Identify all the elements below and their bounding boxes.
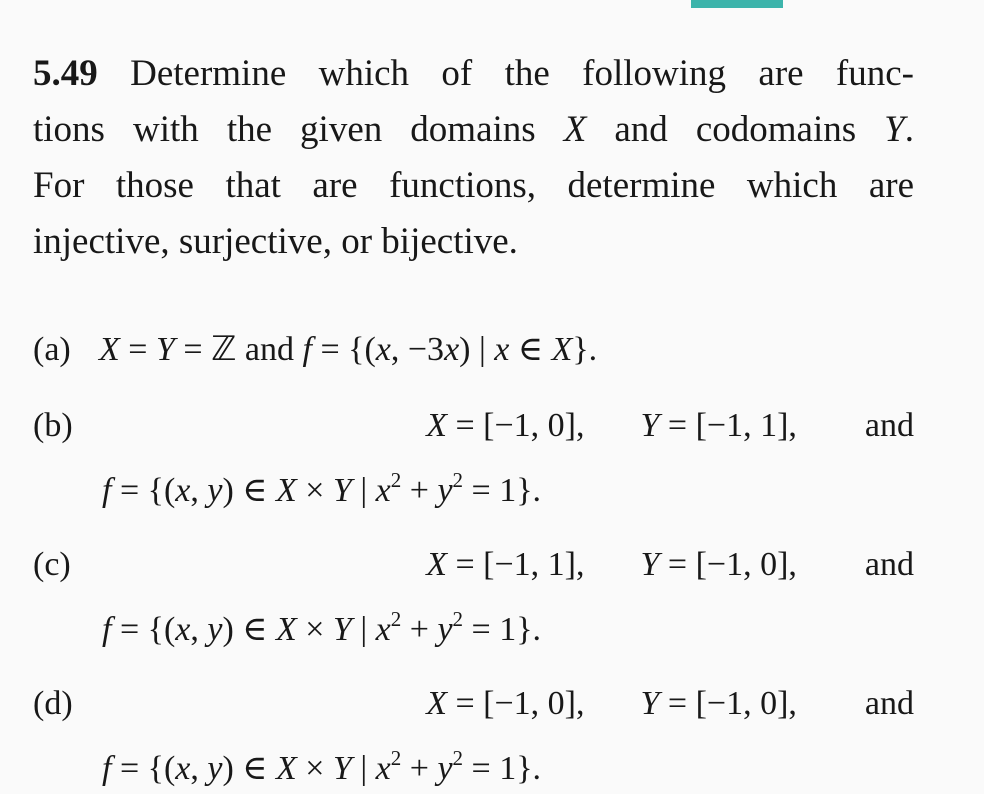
- item-a-equation: X = Y = ℤ and f = {(x, −3x) | x ∈ X}.: [99, 329, 598, 369]
- problem-item-d: [33, 679, 914, 794]
- item-c-label: (c): [33, 546, 71, 583]
- item-c-domains-row: [33, 540, 914, 590]
- item-c-function-def: f = {(x, y) ∈ X × Y | $x^2 + y^2 = 1$}.: [102, 607, 542, 648]
- item-c-codomain-y: Y = [−1, 0],: [640, 546, 797, 583]
- top-accent-bar: [691, 0, 783, 8]
- item-b-function-def: f = {(x, y) ∈ X × Y | $x^2 + y^2 = 1$}.: [102, 468, 542, 509]
- problem-item-c: [33, 540, 914, 655]
- statement-line-3: For those that are functions, determine which are: [33, 165, 914, 206]
- problem-statement: [33, 46, 914, 270]
- item-b-label: (b): [33, 407, 73, 444]
- item-d-and: and: [864, 685, 914, 722]
- item-c-domains: [426, 540, 914, 590]
- statement-line-1: 5.49 Determine which of the following are func-: [33, 53, 914, 94]
- problem-item-a: [33, 324, 914, 375]
- item-d-label: (d): [33, 685, 73, 722]
- item-b-codomain-y: Y = [−1, 1],: [640, 407, 797, 444]
- item-d-domains-row: [33, 679, 914, 729]
- item-b-domains: [426, 401, 914, 451]
- item-c-domain-x: X = [−1, 1],: [426, 546, 585, 583]
- statement-line-2: tions with the given domains X and codomains Y.: [33, 109, 914, 150]
- item-b-and: and: [864, 407, 914, 444]
- item-d-domain-x: X = [−1, 0],: [426, 685, 585, 722]
- problem-item-b: [33, 401, 914, 516]
- item-d-codomain-y: Y = [−1, 0],: [640, 685, 797, 722]
- item-c-and: and: [864, 546, 914, 583]
- item-d-function-def: f = {(x, y) ∈ X × Y | $x^2 + y^2 = 1$}.: [102, 746, 542, 787]
- item-a-label: (a): [33, 331, 71, 368]
- item-d-domains: [426, 679, 914, 729]
- item-b-domains-row: [33, 401, 914, 451]
- item-b-domain-x: X = [−1, 0],: [426, 407, 585, 444]
- statement-line-4: injective, surjective, or bijective.: [33, 221, 518, 262]
